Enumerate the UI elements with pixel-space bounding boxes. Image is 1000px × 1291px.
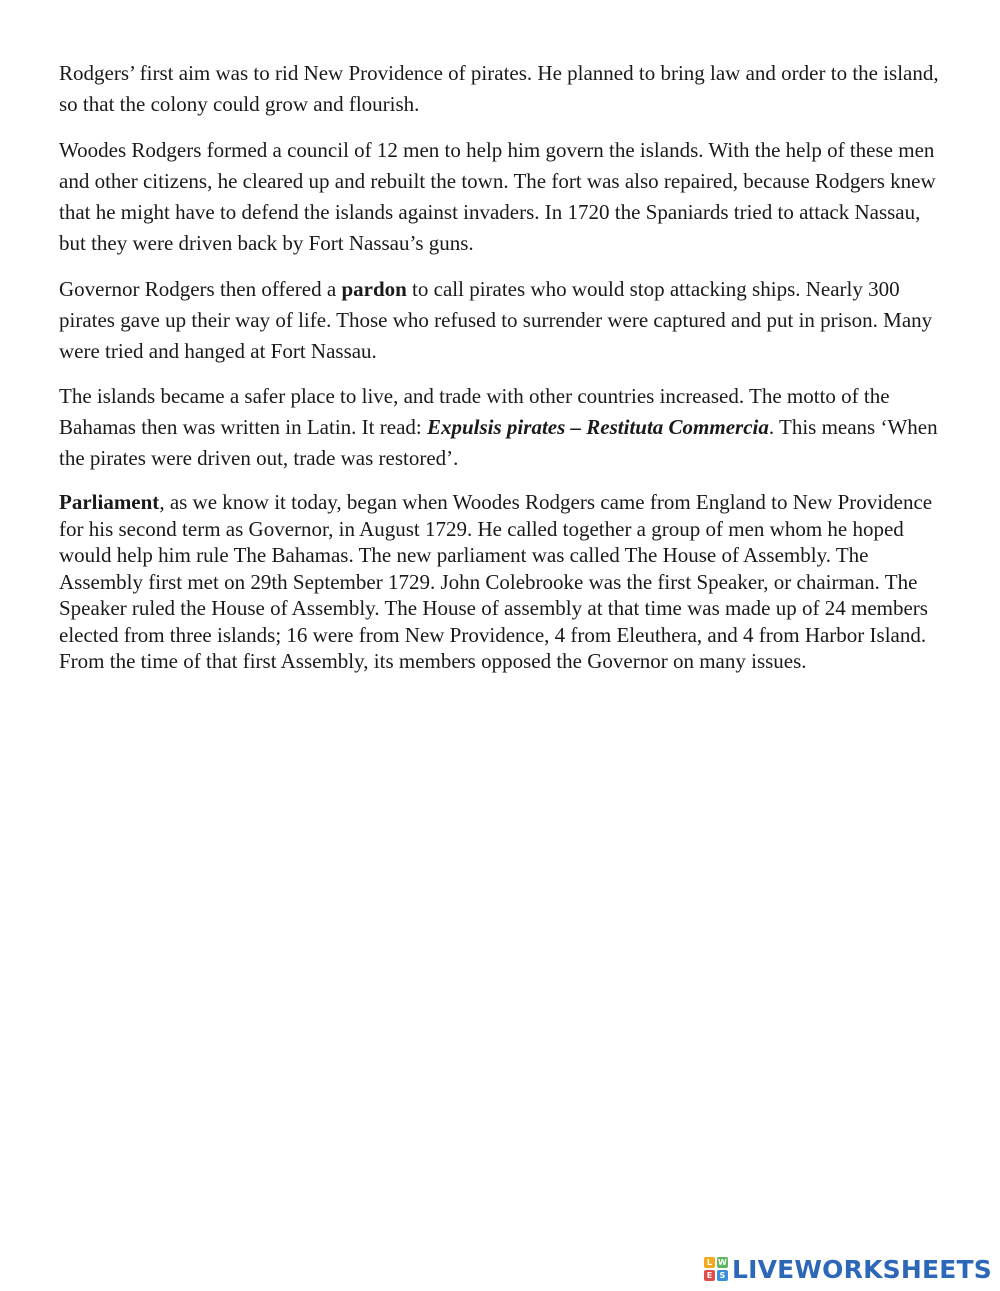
term-pardon: pardon (341, 277, 407, 301)
logo-text: LIVEWORKSHEETS (731, 1254, 992, 1284)
paragraph-2: Woodes Rodgers formed a council of 12 men to help him govern the islands. With the help of these men and other citizens, he cleared up and rebuilt the town. The fort was also repaired, because Rodgers knew that he might have to defend the islands against invaders. In 1720 the Spaniards tried to attack Nassau, but they were driven back by Fort Nassau’s guns. (59, 138, 936, 255)
term-parliament: Parliament (59, 490, 160, 514)
paragraph-5: Parliament, as we know it today, began when Woodes Rodgers came from England to New Providence for his second term as Governor, in August 1729. He called together a group of men whom he hoped would help him rule The Bahamas. The new parliament was called The House of Assembly. The Assembly first met on 29th September 1729. John Colebrooke was the first Speaker, or chairman. The Speaker ruled the House of Assembly. The House of assembly at that time was made up of 24 members elected from three islands; 16 were from New Providence, 4 from Eleuthera, and 4 from Harbor Island. From the time of that first Assembly, its members opposed the Governor on many issues. (59, 490, 933, 673)
liveworksheets-logo (704, 1252, 992, 1286)
paragraph-1: Rodgers’ first aim was to rid New Providence of pirates. He planned to bring law and order to the island, so that the colony could grow and flourish. (59, 61, 939, 116)
logo-tile: L (704, 1257, 715, 1268)
logo-tile: S (717, 1270, 728, 1281)
paragraph-3: Governor Rodgers then offered a pardon to call pirates who would stop attacking ships. Nearly 300 pirates gave up their way of life. Those who refused to surrender were captured and put in prison. Many were tried and hanged at Fort Nassau. (59, 277, 933, 363)
logo-tile: W (718, 1258, 727, 1267)
logo-tiles-icon (704, 1257, 728, 1281)
document-body (59, 58, 944, 675)
bahamas-motto: Expulsis pirates – Restituta Commercia (426, 415, 769, 439)
paragraph-4: The islands became a safer place to live, and trade with other countries increased. The motto of the Bahamas then was written in Latin. It read: Expulsis pirates – Restituta Commercia. This means ‘When the pirates were driven out, trade was restored’. (59, 384, 938, 470)
logo-tile: E (704, 1270, 715, 1281)
